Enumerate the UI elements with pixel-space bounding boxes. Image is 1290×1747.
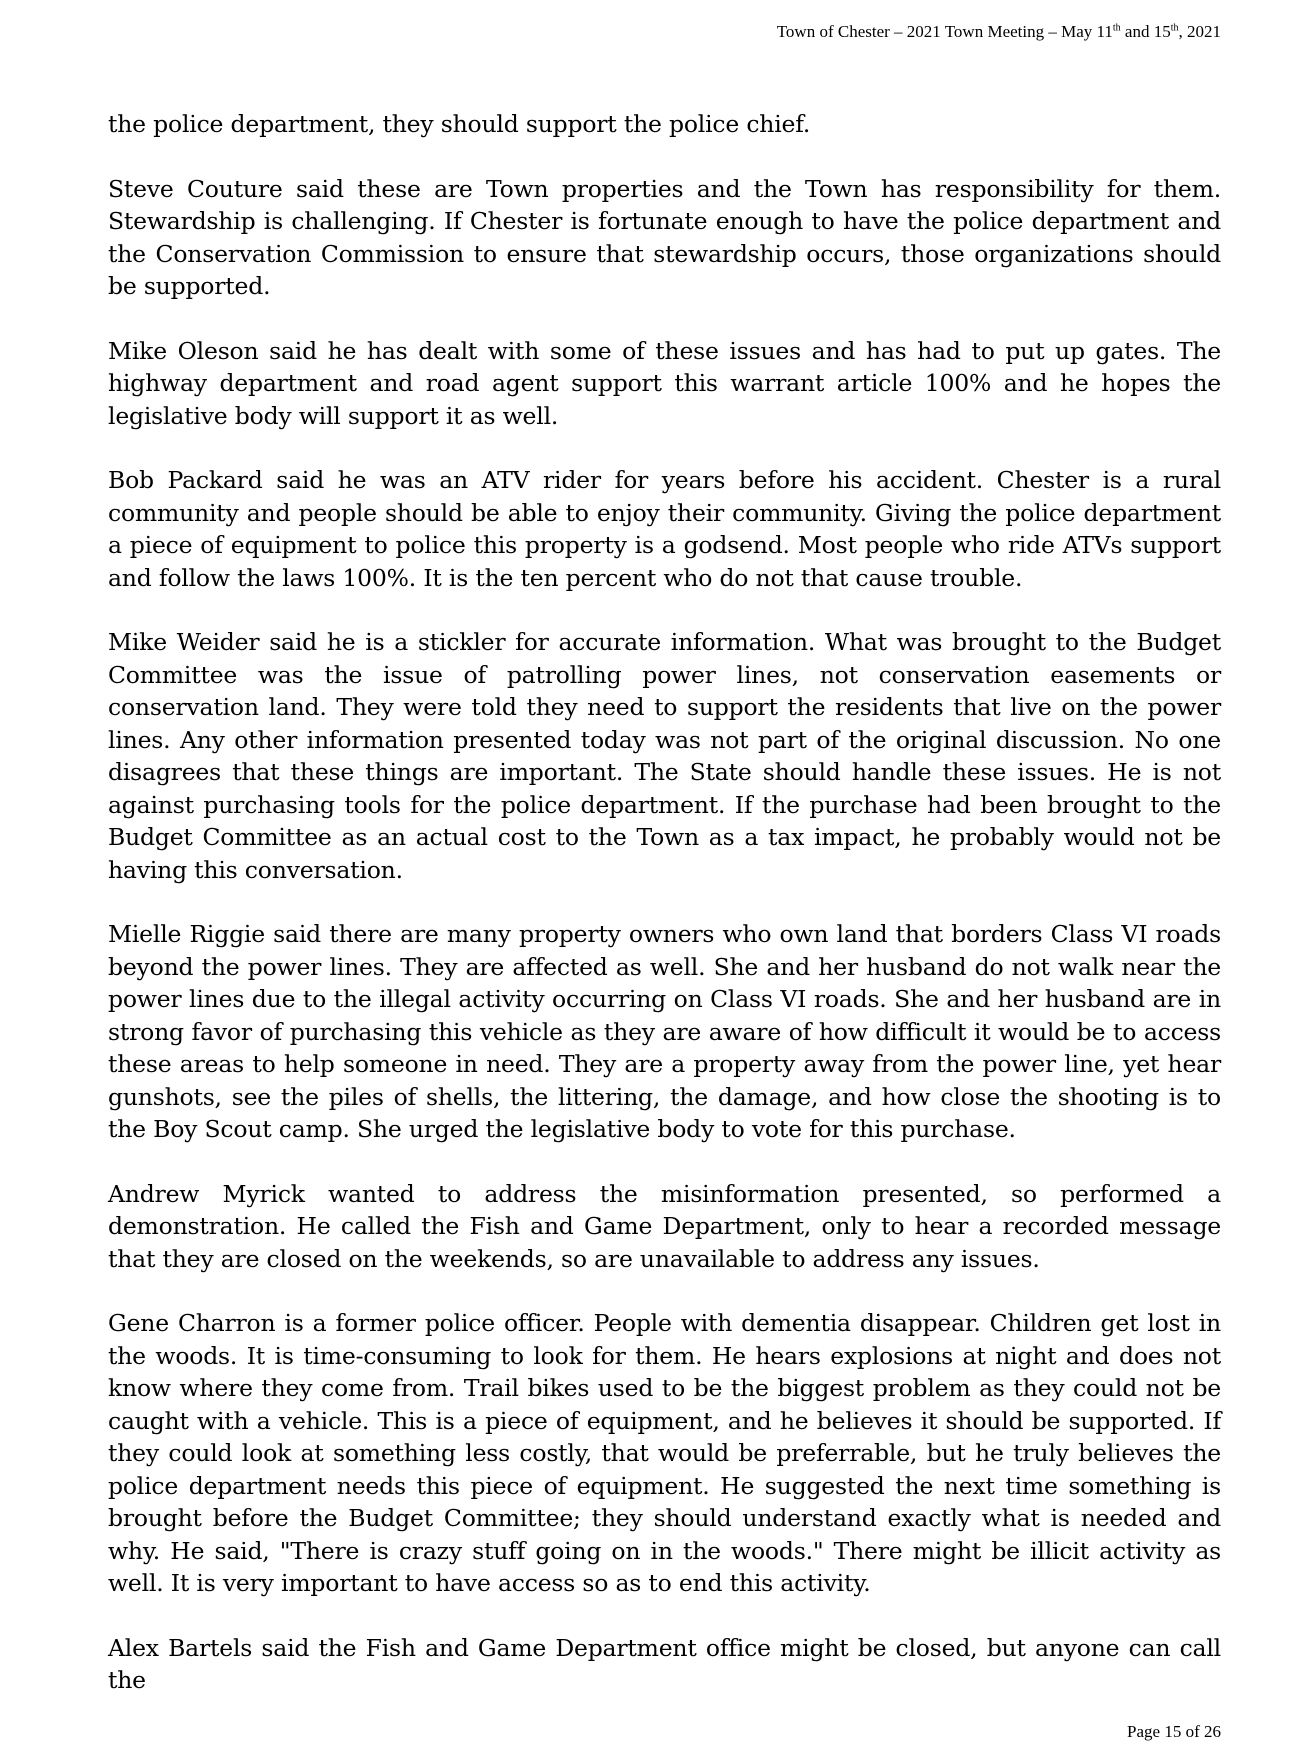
paragraph-steve-couture: Steve Couture said these are Town properties and the Town has responsibility for them. Stewardship is challenging. If Chester is fortunate enough to have the police department and the Conservation Commission to ensure that stewardship occurs, those organizations should be supported. xyxy=(108,174,1221,300)
header-title-part: Town of Chester – 2021 Town Meeting – May 11 xyxy=(776,22,1113,41)
header-ordinal-suffix: th xyxy=(1170,22,1179,34)
header-ordinal-suffix: th xyxy=(1112,22,1121,34)
paragraph-andrew-myrick: Andrew Myrick wanted to address the misinformation presented, so performed a demonstration. He called the Fish and Game Department, only to hear a recorded message that they are closed on the weekends, so are unavailable to address any issues. xyxy=(108,1179,1221,1273)
paragraph-mielle-riggie: Mielle Riggie said there are many property owners who own land that borders Class VI roads beyond the power lines. They are affected as well. She and her husband do not walk near the power lines due to the illegal activity occurring on Class VI roads. She and her husband are in strong favor of purchasing this vehicle as they are aware of how difficult it would be to access these areas to help someone in need. They are a property away from the power line, yet hear gunshots, see the piles of shells, the littering, the damage, and how close the shooting is to the Boy Scout camp. She urged the legislative body to vote for this purchase. xyxy=(108,920,1221,1143)
paragraph-mike-weider: Mike Weider said he is a stickler for accurate information. What was brought to the Budget Committee was the issue of patrolling power lines, not conservation easements or conservation land. They were told they need to support the residents that live on the power lines. Any other information presented today was not part of the original discussion. No one disagrees that these things are important. The State should handle these issues. He is not against purchasing tools for the police department. If the purchase had been brought to the Budget Committee as an actual cost to the Town as a tax impact, he probably would not be having this conversation. xyxy=(108,628,1221,884)
paragraph-bob-packard: Bob Packard said he was an ATV rider for years before his accident. Chester is a rural community and people should be able to enjoy their community. Giving the police department a piece of equipment to police this property is a godsend. Most people who ride ATVs support and follow the laws 100%. It is the ten percent who do not that cause trouble. xyxy=(108,466,1221,592)
header-title-part: and 15 xyxy=(1120,22,1171,41)
minutes-body xyxy=(108,108,1221,1729)
paragraph-mike-oleson: Mike Oleson said he has dealt with some of these issues and has had to put up gates. The highway department and road agent support this warrant article 100% and he hopes the legislative body will support it as well. xyxy=(108,336,1221,430)
page-number: Page 15 of 26 xyxy=(1127,1722,1221,1741)
header-title-part: , 2021 xyxy=(1178,22,1221,41)
page-header xyxy=(777,22,1221,42)
paragraph-continuation: the police department, they should support the police chief. xyxy=(108,110,811,138)
paragraph-gene-charron: Gene Charron is a former police officer. People with dementia disappear. Children get lost in the woods. It is time-consuming to look for them. He hears explosions at night and does not know where they come from. Trail bikes used to be the biggest problem as they could not be caught with a vehicle. This is a piece of equipment, and he believes it should be supported. If they could look at something less costly, that would be preferrable, but he truly believes the police department needs this piece of equipment. He suggested the next time something is brought before the Budget Committee; they should understand exactly what is needed and why. He said, "There is crazy stuff going on in the woods." There might be illicit activity as well. It is very important to have access so as to end this activity. xyxy=(108,1309,1221,1597)
paragraph-alex-bartels: Alex Bartels said the Fish and Game Department office might be closed, but anyone can call the xyxy=(108,1633,1221,1694)
